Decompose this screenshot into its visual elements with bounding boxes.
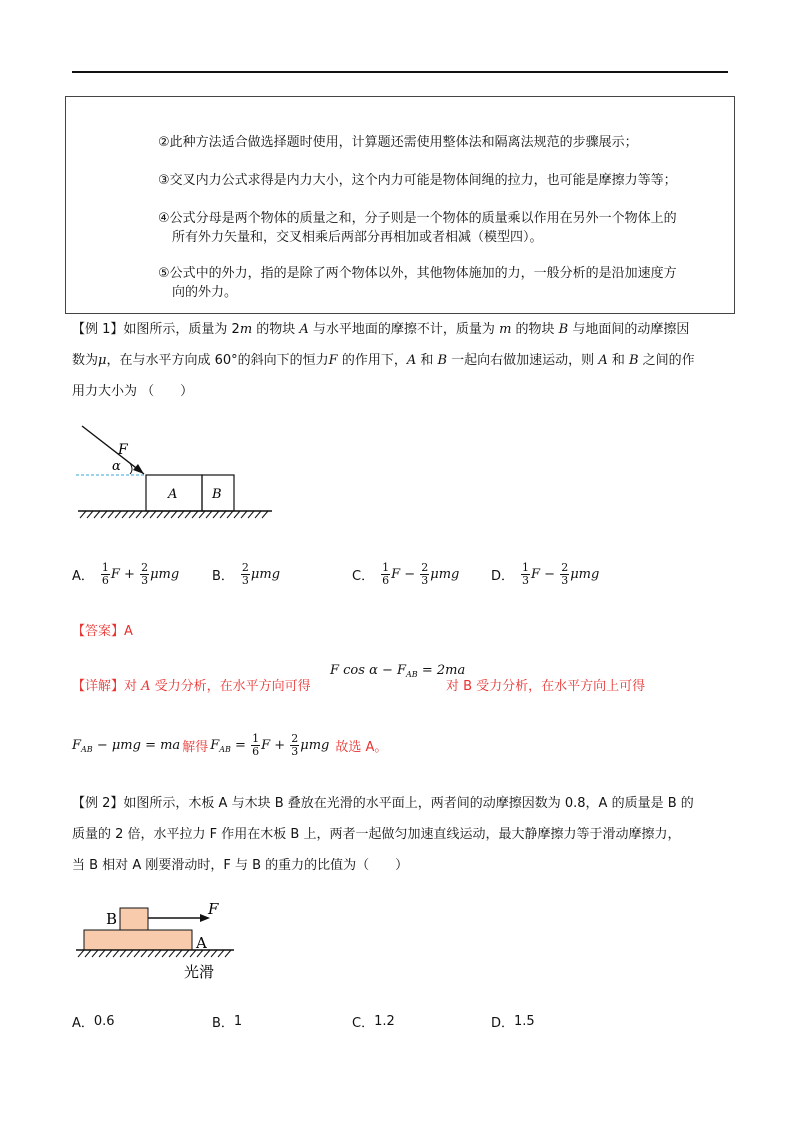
hatch-mark [206, 511, 212, 518]
hatch-mark [129, 511, 135, 518]
hatch-mark [176, 950, 182, 957]
answer-tag: 【答案】 [72, 624, 125, 639]
example1-line3: 用力大小为 （ ） [72, 384, 194, 399]
example2-option-d[interactable]: D． 1.5 [491, 1014, 535, 1031]
hatch-mark [92, 950, 98, 957]
hatch-mark [127, 950, 133, 957]
hatch-mark [164, 511, 170, 518]
hatch-mark [171, 511, 177, 518]
board-a-label: A [196, 934, 207, 952]
example1-detail-b: 对 B 受力分析，在水平方向上可得 [446, 679, 646, 694]
example1-line2: 数为μ，在与水平方向成 60°的斜向下的恒力F 的作用下，A 和 B 一起向右做加速运动，则 A 和 B 之间的作 [72, 353, 695, 368]
hatch-mark [162, 950, 168, 957]
example1-option-b[interactable]: B． $\frac{2}{3}$ μmg [212, 561, 281, 587]
hatch-mark [78, 950, 84, 957]
example1-figure [72, 420, 282, 525]
example2-figure [72, 896, 252, 986]
note-2: ②此种方法适合做选择题时使用，计算题还需使用整体法和隔离法规范的步骤展示； [158, 135, 638, 150]
hatch-mark [143, 511, 149, 518]
hatch-mark [85, 950, 91, 957]
hatch-mark [155, 950, 161, 957]
hatch-mark [211, 950, 217, 957]
hatch-mark [178, 511, 184, 518]
example2-line1: 【例 2】如图所示，木板 A 与木块 B 叠放在光滑的水平面上，两者间的动摩擦因数为 0.8，A 的质量是 B 的 [72, 796, 694, 811]
example2-option-c[interactable]: C． 1.2 [352, 1014, 395, 1031]
hatch-mark [150, 511, 156, 518]
note-4-line1: ④公式分母是两个物体的质量之和，分子则是一个物体的质量乘以作用在另外一个物体上的 [158, 211, 677, 226]
example1-tag: 【例 1】 [72, 322, 124, 337]
hatch-mark [225, 950, 231, 957]
hatch-mark [183, 950, 189, 957]
angle-label: α [112, 459, 121, 474]
header-rule [72, 71, 728, 73]
example2-line3: 当 B 相对 A 刚要滑动时，F 与 B 的重力的比值为（ ） [72, 858, 409, 873]
hatch-mark [148, 950, 154, 957]
hatch-mark [157, 511, 163, 518]
hatch-mark [101, 511, 107, 518]
hatch-mark [136, 511, 142, 518]
force-arrowhead [133, 464, 144, 474]
block-a-label: A [168, 487, 178, 502]
board-a [84, 930, 192, 950]
hatch-mark [190, 950, 196, 957]
example2-option-a[interactable]: A． 0.6 [72, 1014, 115, 1031]
example1-answer [72, 622, 133, 642]
note-5-line1: ⑤公式中的外力，指的是除了两个物体以外，其他物体施加的力，一般分析的是沿加速度方 [158, 266, 677, 281]
hatch-mark [80, 511, 86, 518]
hatch-mark [113, 950, 119, 957]
hatch-mark [218, 950, 224, 957]
hatch-mark [99, 950, 105, 957]
hatch-mark [141, 950, 147, 957]
example1-option-c[interactable]: C． $\frac{1}{6}$ F − $\frac{2}{3}$ μmg [352, 561, 460, 587]
hatch-mark [87, 511, 93, 518]
example2-option-b[interactable]: B． 1 [212, 1014, 243, 1031]
hatch-mark [185, 511, 191, 518]
example2-tag: 【例 2】 [72, 796, 124, 811]
note-4-line2: 所有外力矢量和，交叉相乘后两部分再相加或者相减（模型四）。 [172, 230, 543, 245]
note-3: ③交叉内力公式求得是内力大小，这个内力可能是物体间绳的拉力，也可能是摩擦力等等； [158, 173, 677, 188]
hatch-mark [262, 511, 268, 518]
ground-hatching [78, 950, 231, 957]
example1-option-d[interactable]: D． $\frac{1}{3}$ F − $\frac{2}{3}$ μmg [491, 561, 600, 587]
equation-1: F $\cos \alpha - F_{AB} = 2ma$ [330, 663, 466, 679]
hatch-mark [134, 950, 140, 957]
hatch-mark [213, 511, 219, 518]
block-b-label: B [212, 487, 222, 502]
hatch-mark [122, 511, 128, 518]
hatch-mark [108, 511, 114, 518]
block-b-label: B [106, 910, 118, 928]
hatch-mark [248, 511, 254, 518]
hatch-mark [199, 511, 205, 518]
hatch-mark [120, 950, 126, 957]
force-label: F [208, 900, 219, 918]
answer-value: A [124, 624, 133, 639]
hatch-mark [106, 950, 112, 957]
hatch-mark [227, 511, 233, 518]
block-b [120, 908, 148, 930]
example1-option-a[interactable]: A． $\frac{1}{6}$ F + $\frac{2}{3}$ μmg [72, 561, 180, 587]
surface-label: 光滑 [184, 963, 215, 981]
note-5-line2: 向的外力。 [172, 285, 238, 300]
example1-detail-line2: $F_{AB} - \mu mg$ = ma 解得 $F_{AB}$ = $\frac{1}{6}$ F + $\frac{2}{3}$ μmg 故选 A。 [72, 732, 388, 758]
hatch-mark [115, 511, 121, 518]
hatch-mark [241, 511, 247, 518]
hatch-mark [255, 511, 261, 518]
example2-line2: 质量的 2 倍，水平拉力 F 作用在木板 B 上，两者一起做匀加速直线运动，最大静摩擦力等于滑动摩擦力， [72, 827, 681, 842]
example1-detail-line1: 【详解】对 A 受力分析，在水平方向可得 [72, 679, 311, 694]
hatch-mark [94, 511, 100, 518]
hatch-mark [234, 511, 240, 518]
force-label: F [118, 442, 128, 458]
ground-hatching [80, 511, 268, 518]
hatch-mark [192, 511, 198, 518]
hatch-mark [169, 950, 175, 957]
example1-line1: 【例 1】如图所示，质量为 2m 的物块 A 与水平地面的摩擦不计，质量为 m 的物块 B 与地面间的动摩擦因 [72, 322, 690, 337]
hatch-mark [220, 511, 226, 518]
